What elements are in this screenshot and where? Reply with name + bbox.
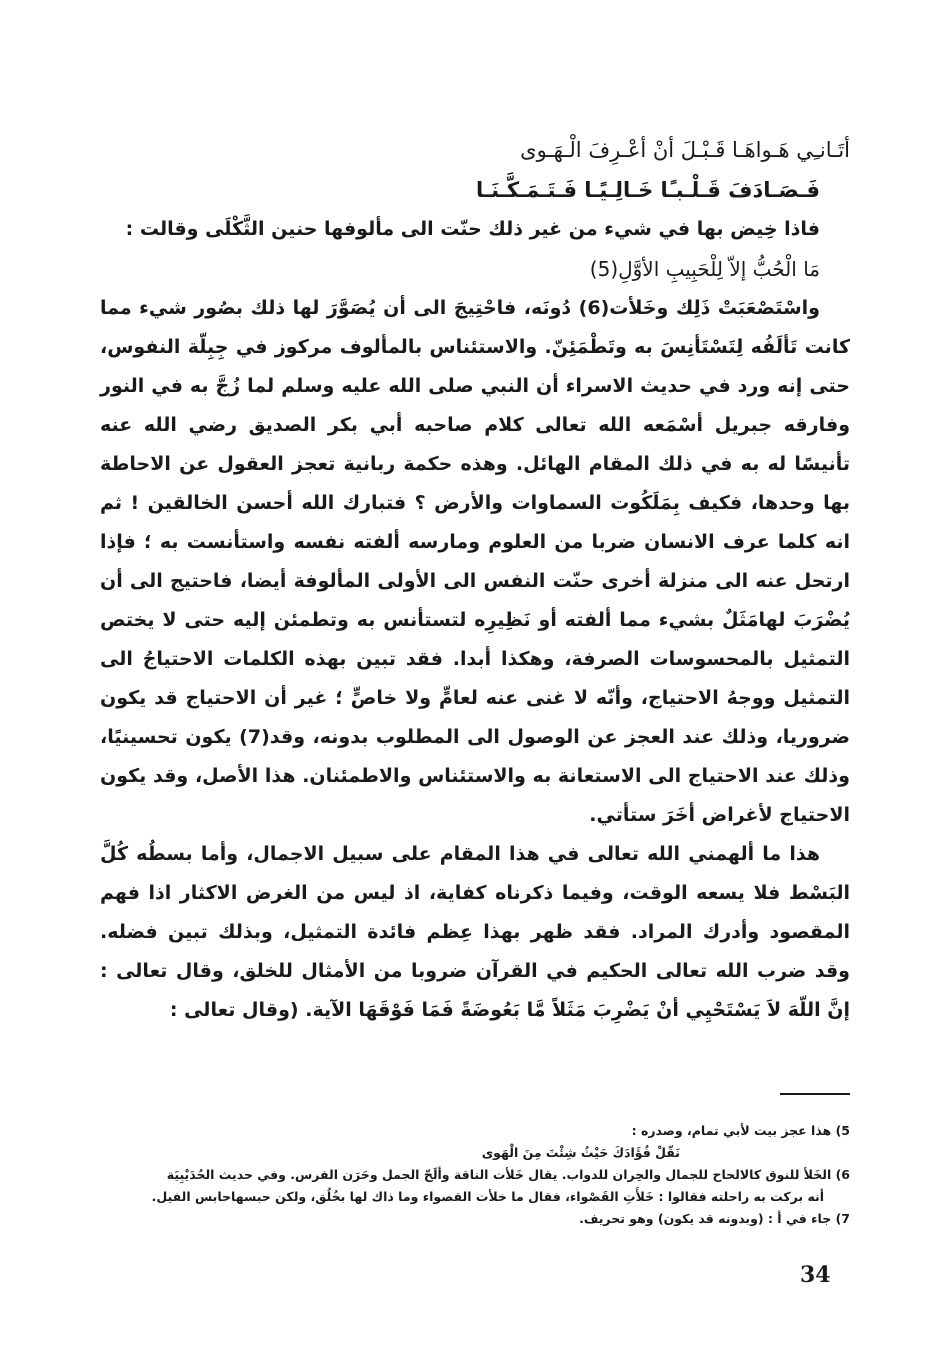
footnote-5: 5) هذا عجز بيت لأبي تمام، وصدره : — [631, 1123, 850, 1138]
paragraph-closing: هذا ما ألهمني الله تعالى في هذا المقام على سبيل الاجمال، وأما بسطُه كُلَّ البَسْط فلا يسعه الوقت، وفيما ذكرناه كفاية، اذ ليس من الغرض الاكثار اذا فهم المقصود وأدرك المراد. فقد ظهر بهذا عِظم فائدة التمثيل، وبذلك تبين فضله. وقد ضرب الله تعالى الحكيم في القرآن ضروبا من الأمثال للخلق، وقال تعالى : إنَّ اللّهَ لاَ يَسْتَحْيِي أنْ يَضْرِبَ مَثَلاً مَّا بَعُوضَةً فَمَا فَوْقَهَا الآية. (وقال تعالى : — [100, 843, 850, 1021]
paragraph-intro: فاذا خِيض بها في شيء من غير ذلك حنّت الى مألوفها حنين الثَّكْلَى وقالت : — [125, 218, 820, 240]
poem-verse-second-hemistich: فَـصَـادَفَ قَـلْـبـًا خَـالِـيًـا فَـتَـمَـكَّـنَـا — [476, 178, 820, 202]
footnote-6: 6) الخَلأ للنوق كالالحاح للجمال والحِران للدواب. يقال خَلأت الناقة وألَحّ الجمل وحَرَن الفرس. وفي حديث الحُدَيْبِيَة — [166, 1167, 850, 1182]
footnote-divider — [780, 1093, 850, 1095]
poem-quote: مَا الْحُبُّ إلاّ لِلْحَبِيبِ الأوَّلِ(5) — [589, 257, 820, 281]
poem-verse-first-hemistich: أتَـانـِي هَـواهَـا قَـبْـلَ أنْ أعْـرِفَ الْـهَـوى — [520, 138, 850, 162]
footnote-5-verse: نَقّلْ فُؤَادَكَ حَيْثُ شِئْتَ مِنَ الْهَوى — [481, 1145, 680, 1160]
page-number: 34 — [800, 1262, 831, 1288]
footnotes — [100, 1120, 850, 1230]
page-body — [100, 130, 850, 1030]
paragraph-main: واسْتَصْعَبَتْ ذَلِك وخَلأت(6) دُونَه، فاحْتِيجَ الى أن يُصَوَّرَ لها ذلك بصُور شيء مما كانت تَألَفُه لِتَسْتَأنِسَ به وتَطْمَئِنّ. والاستئناس بالمألوف مركوز في جِبِلّة النفوس، حتى إنه ورد في حديث الاسراء أن النبي صلى الله عليه وسلم لما زُجَّ به في النور وفارقه جبريل أسْمَعه الله تعالى كلام صاحبه أبي بكر الصديق رضي الله عنه تأنيسًا له به في ذلك المقام الهائل. وهذه حكمة ربانية تعجز العقول عن الاحاطة بها وحدها، فكيف بِمَلَكُوت السماوات والأرض ؟ فتبارك الله أحسن الخالقين ! ثم انه كلما عرف الانسان ضربا من العلوم ومارسه ألفته نفسه واستأنست به ؛ فإذا ارتحل عنه الى منزلة أخرى حنّت النفس الى الأولى المألوفة أيضا، فاحتيج الى أن يُضْرَبَ لهامَثَلٌ بشيء مما ألفته أو نَظِيرِه لتستأنس به وتطمئن إليه حتى لا يختص التمثيل بالمحسوسات الصرفة، وهكذا أبدا. فقد تبين بهذه الكلمات الاحتياجُ الى التمثيل ووجهُ الاحتياج، وأنّه لا غنى عنه لعامٍّ ولا خاصٍّ ؛ غير أن الاحتياج قد يكون ضروريا، وذلك عند العجز عن الوصول الى المطلوب بدونه، وقد(7) يكون تحسينيًا، وذلك عند الاحتياج الى الاستعانة به والاستئناس والاطمئنان. هذا الأصل، وقد يكون الاحتياج لأغراض أخَرَ ستأتي. — [100, 297, 850, 826]
footnote-7: 7) جاء في أ : (وبدونه قد يكون) وهو تحريف. — [579, 1211, 850, 1226]
footnote-6-continued: أنه بركت به راحلته فقالوا : خَلأَتِ القَصْواء، فقال ما خلأت القصواء وما ذاك لها بخُلُق، ولكن حبسهاحابس الفيل. — [151, 1189, 824, 1204]
